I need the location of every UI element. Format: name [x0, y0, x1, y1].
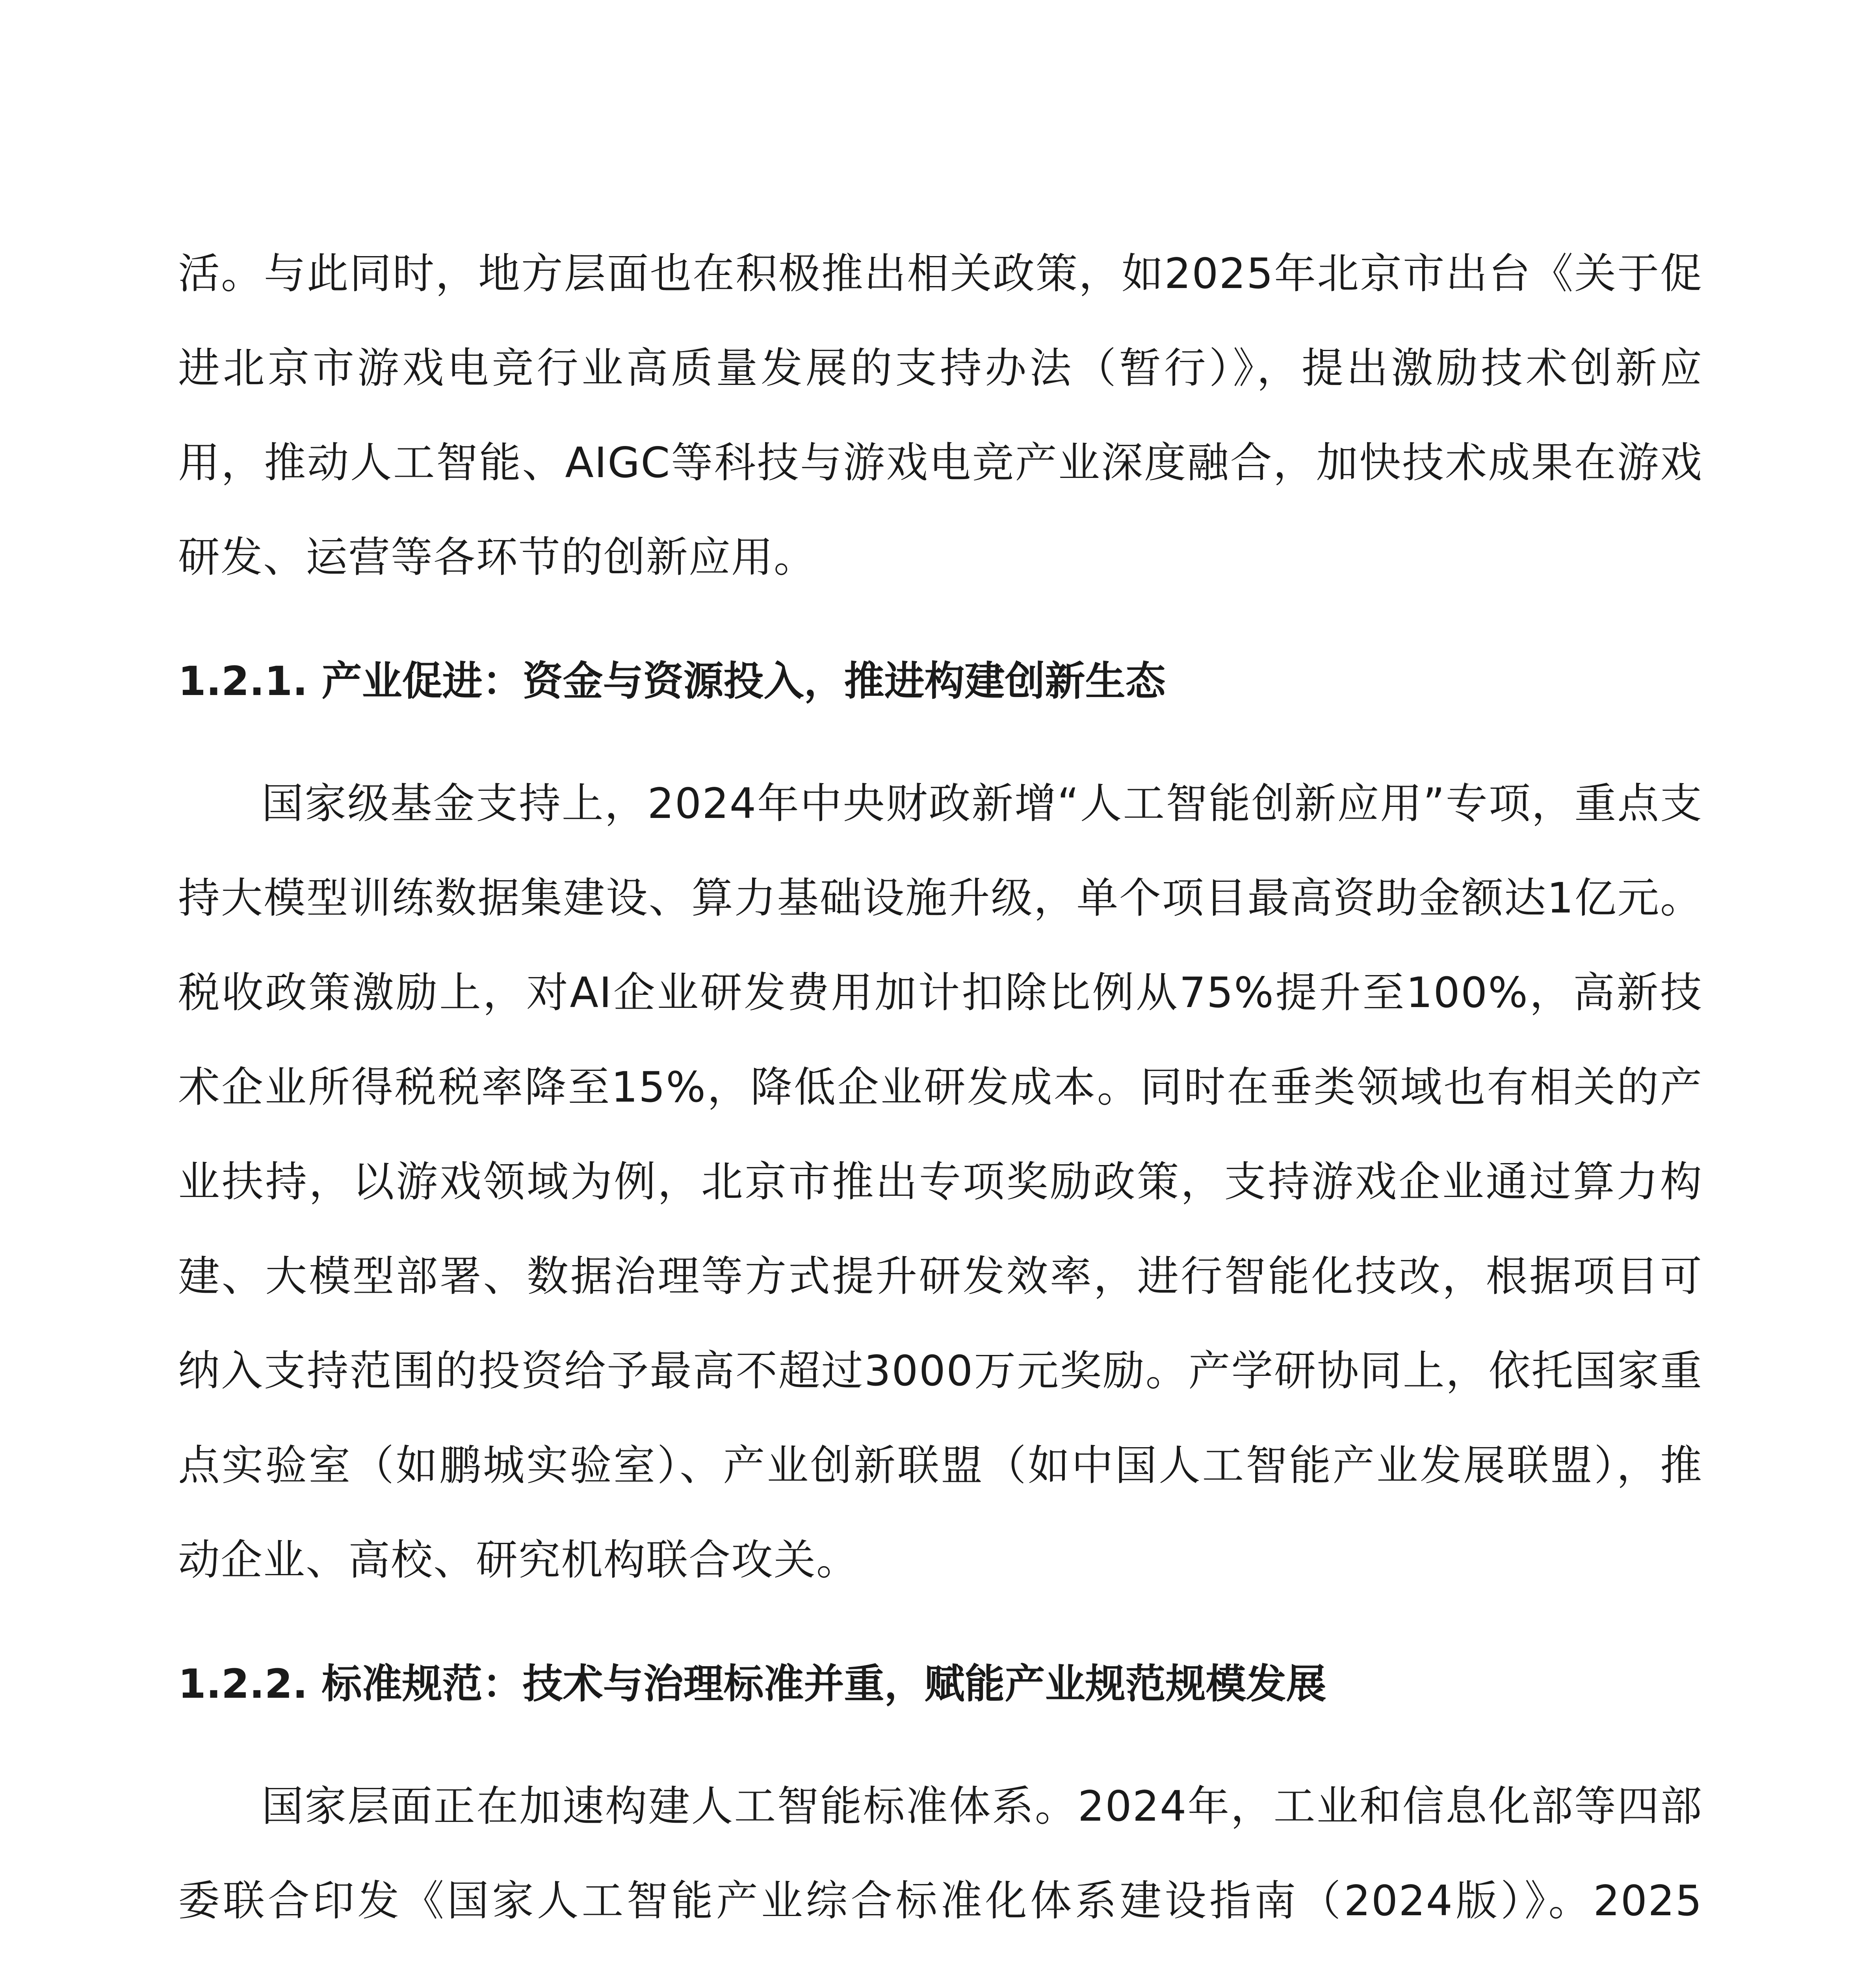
spacer	[178, 1732, 1703, 1759]
section-heading-1-2-1: 1.2.1. 产业促进：资金与资源投入，推进构建创新生态	[178, 658, 1166, 705]
body-paragraph-industry-promotion: 国家级基金支持上，2024年中央财政新增“人工智能创新应用”专项，重点支持大模型训练数据集建设、算力基础设施升级，单个项目最高资助金额达1亿元。税收政策激励上，对AI企业研发费用加计扣除比例从75%提升至100%，高新技术企业所得税税率降至15%，降低企业研发成本。同时在垂类领域也有相关的产业扶持，以游戏领域为例，北京市推出专项奖励政策，支持游戏企业通过算力构建、大模型部署、数据治理等方式提升研发效率，进行智能化技改，根据项目可纳入支持范围的投资给予最高不超过3000万元奖励。产学研协同上，依托国家重点实验室（如鹏城实验室）、产业创新联盟（如中国人工智能产业发展联盟），推动企业、高校、研究机构联合攻关。	[178, 779, 1703, 1584]
body-paragraph-continued: 活。与此同时，地方层面也在积极推出相关政策，如2025年北京市出台《关于促进北京市游戏电竞行业高质量发展的支持办法（暂行）》，提出激励技术创新应用，推动人工智能、AIGC等科技与游戏电竞产业深度融合，加快技术成果在游戏研发、运营等各环节的创新应用。	[178, 249, 1703, 582]
spacer	[178, 605, 1703, 634]
section-heading-1-2-2: 1.2.2. 标准规范：技术与治理标准并重，赋能产业规范规模发展	[178, 1661, 1326, 1708]
page-content	[178, 227, 1703, 1970]
spacer	[178, 729, 1703, 756]
body-paragraph-standards: 国家层面正在加速构建人工智能标准体系。2024年，工业和信息化部等四部委联合印发《国家人工智能产业综合标准化体系建设指南（2024版）》。2025	[178, 1782, 1703, 1925]
spacer	[178, 1608, 1703, 1637]
